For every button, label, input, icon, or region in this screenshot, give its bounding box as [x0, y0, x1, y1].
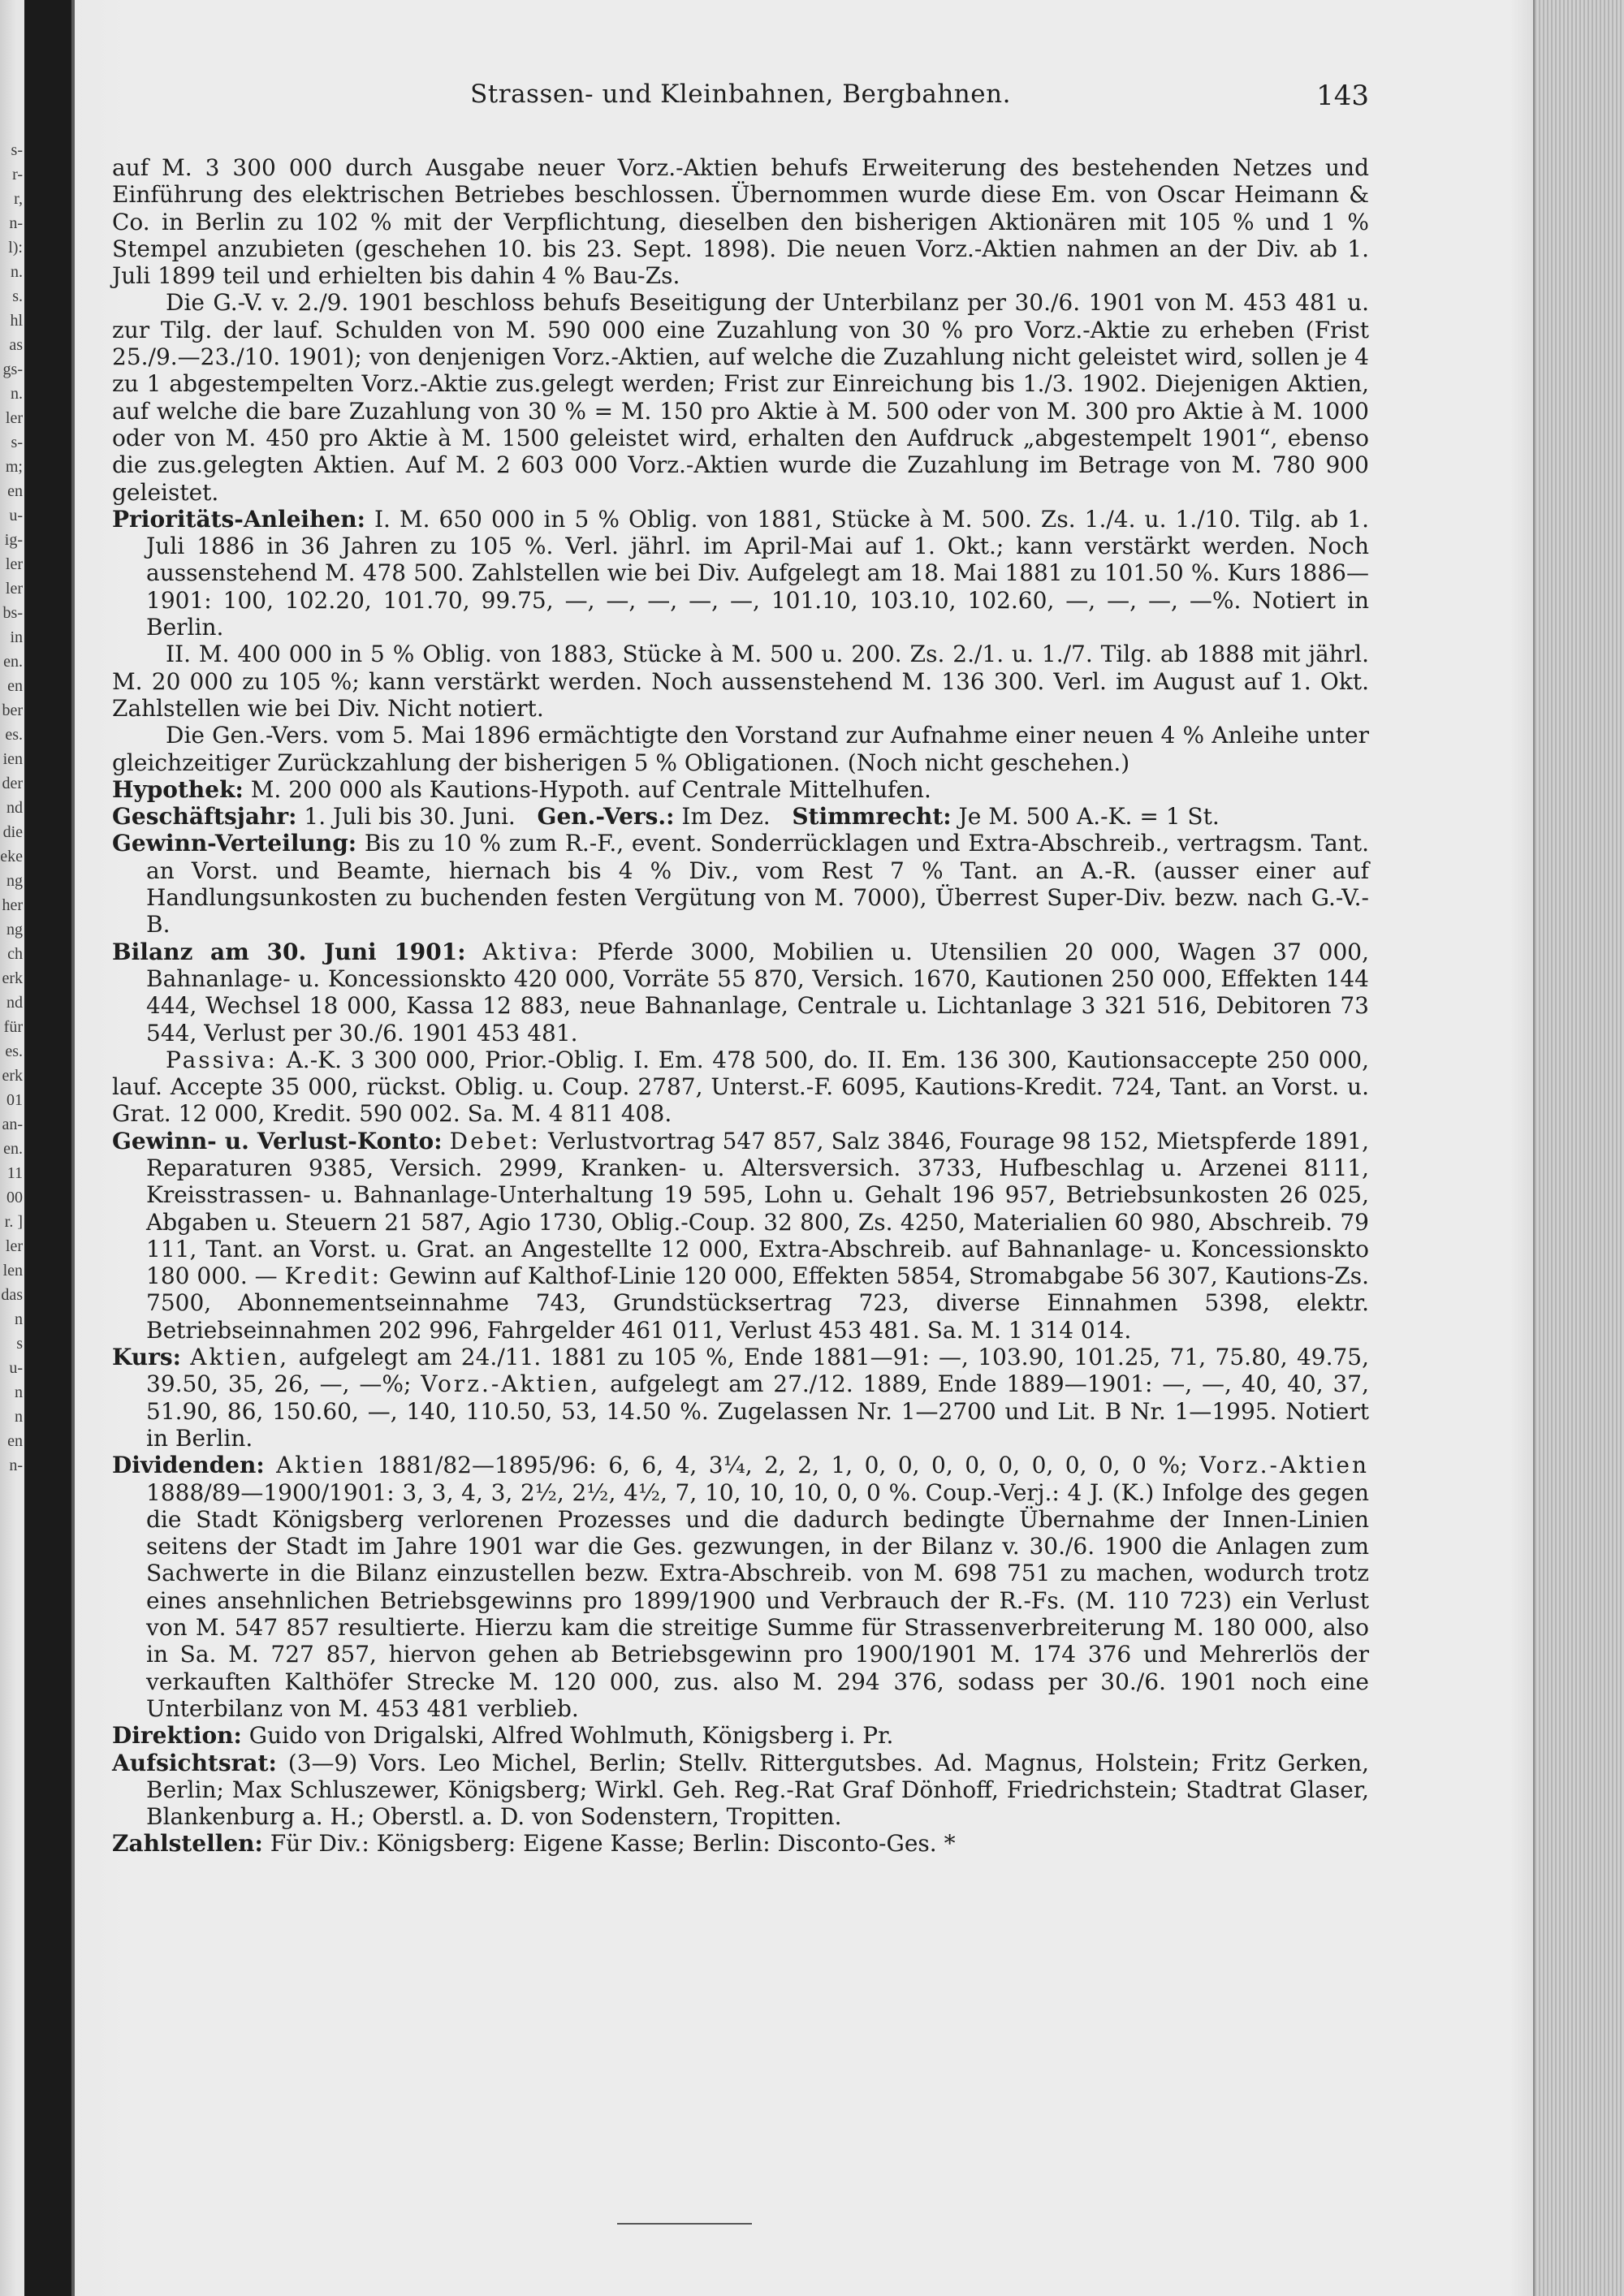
facing-page-bleed: [0, 138, 23, 2087]
bleed-fragment: en: [7, 1432, 23, 1450]
bleed-fragment: len: [2, 1262, 23, 1280]
bleed-fragment: erk: [2, 969, 23, 987]
bleed-fragment: gs-: [2, 360, 23, 378]
general-meeting-text: Im Dez.: [681, 803, 771, 831]
bleed-fragment: erk: [2, 1067, 23, 1085]
bleed-fragment: as: [9, 336, 23, 354]
bleed-fragment: ler: [5, 409, 23, 427]
bleed-fragment: für: [3, 1018, 23, 1036]
bleed-fragment: n-: [9, 214, 23, 232]
paragraph-balance-assets: [112, 939, 1369, 1047]
paragraph-priority-loans: [112, 506, 1369, 641]
page-number: 143: [1316, 80, 1369, 112]
bleed-fragment: in: [10, 628, 23, 646]
bleed-fragment: u-: [9, 1359, 23, 1377]
debit-text: Verlustvortrag 547 857, Salz 3846, Fourage 98 152, Mietspferde 1891, Reparaturen 9385, Versich. 2999, Kranken- u. Altersversich. 3733, Hufbeschlag u. Arzenei 8111, Kreisstrassen- u. Bahnanlage-Unterhaltung 19 595, Lohn u. Gehalt 196 957, Betriebsunkosten 26 025, Abgaben u. Steuern 21 587, Agio 1730, Oblig.-Coup. 32 800, Zs. 4250, Materialien 60 980, Abschreib. 79 111, Tant. an Vorst. u. Grat. an Angestellte 12 000, Extra-Abschreib. auf Bahnanlage- u. Koncessionskto 180 000. —: [146, 1127, 1369, 1290]
bleed-fragment: ler: [5, 1237, 23, 1255]
dividend-preferred-label: Vorz.-Aktien: [1199, 1452, 1369, 1479]
paragraph-profit-loss: [112, 1128, 1369, 1344]
bleed-fragment: 11: [6, 1164, 23, 1182]
priority-loans-label: Prioritäts-Anleihen:: [112, 505, 365, 533]
bleed-fragment: es.: [5, 1042, 23, 1060]
paragraph-share-prices: [112, 1344, 1369, 1452]
voting-right-text: Je M. 500 A.-K. = 1 St.: [958, 803, 1220, 831]
shares-label: Aktien,: [190, 1344, 290, 1371]
running-title: Strassen- und Kleinbahnen, Bergbahnen.: [470, 80, 1011, 109]
business-year-text: 1. Juli bis 30. Juni.: [304, 803, 516, 831]
bleed-fragment: bs-: [2, 604, 23, 622]
bleed-fragment: die: [2, 823, 23, 841]
paragraph-supervisory-board: [112, 1750, 1369, 1831]
bleed-fragment: en.: [3, 653, 23, 671]
paragraph-general-meeting-1901: Die G.-V. v. 2./9. 1901 beschloss behufs Beseitigung der Unterbilanz per 30./6. 1901 von M. 453 481 u. zur Tilg. der lauf. Schulden von M. 590 000 eine Zuzahlung von 30 % pro Vorz.-Aktie zu erheben (Frist 25./9.—23./10. 1901); von denjenigen Vorz.-Aktien, auf welche die Zuzahlung nicht geleistet wird, sollen je 4 zu 1 abgestempelten Vorz.-Aktie zus.gelegt werden; Frist zur Einreichung bis 1./3. 1902. Diejenigen Aktien, auf welche die bare Zuzahlung von 30 % = M. 150 pro Aktie à M. 500 oder von M. 300 pro Aktie à M. 1000 oder von M. 450 pro Aktie à M. 1500 geleistet wird, erhalten den Aufdruck „abgestempelt 1901“, ebenso die zus.gelegten Aktien. Auf M. 2 603 000 Vorz.-Aktien wurde die Zuzahlung im Betrage von M. 780 900 geleistet.: [112, 289, 1369, 506]
bleed-fragment: ng: [6, 872, 23, 890]
bleed-fragment: das: [1, 1286, 23, 1304]
voting-right-label: Stimmrecht:: [792, 803, 952, 831]
bleed-fragment: n.: [11, 385, 23, 403]
bleed-fragment: en.: [3, 1140, 23, 1158]
binding-edge: [71, 0, 75, 2296]
debit-label: Debet:: [449, 1127, 541, 1154]
bleed-fragment: nd: [6, 994, 23, 1012]
directors-text: Guido von Drigalski, Alfred Wohlmuth, Königsberg i. Pr.: [248, 1722, 894, 1750]
bleed-fragment: eke: [0, 848, 23, 865]
paragraph-business-year: [112, 803, 1369, 830]
bleed-fragment: r-: [12, 166, 23, 183]
paragraph-directors: [112, 1722, 1369, 1749]
bleed-fragment: s: [16, 1335, 23, 1353]
liabilities-text: A.-K. 3 300 000, Prior.-Oblig. I. Em. 478 500, do. II. Em. 136 300, Kautionsaccepte 250 000, lauf. Accepte 35 000, rückst. Oblig. u. Coup. 2787, Unterst.-F. 6095, Kautions-Kredit. 724, Tant. an Vorst. u. Grat. 12 000, Kredit. 590 002. Sa. M. 4 811 408.: [112, 1046, 1370, 1128]
paying-agents-label: Zahlstellen:: [112, 1830, 263, 1858]
bleed-fragment: s-: [11, 434, 23, 451]
bleed-fragment: en: [7, 677, 23, 695]
bleed-fragment: ler: [5, 555, 23, 573]
bleed-fragment: es.: [5, 726, 23, 744]
profit-loss-label: Gewinn- u. Verlust-Konto:: [112, 1127, 443, 1154]
mortgage-text: M. 200 000 als Kautions-Hypoth. auf Centrale Mittelhufen.: [250, 775, 931, 803]
directors-label: Direktion:: [112, 1722, 242, 1750]
paragraph-loan-ii: II. M. 400 000 in 5 % Oblig. von 1883, Stücke à M. 500 u. 200. Zs. 2./1. u. 1./7. Tilg. ab 1888 mit jährl. M. 20 000 zu 105 %; kann verstärkt werden. Noch aussenstehend M. 136 300. Verl. im August auf 1. Okt. Zahlstellen wie bei Div. Nicht notiert.: [112, 641, 1369, 722]
paragraph-balance-liabilities: [112, 1047, 1369, 1128]
bleed-fragment: nd: [6, 799, 23, 817]
bleed-fragment: ler: [5, 580, 23, 598]
bleed-fragment: 01: [6, 1091, 23, 1109]
supervisory-board-text: (3—9) Vors. Leo Michel, Berlin; Stellv. Rittergutsbes. Ad. Magnus, Holstein; Fritz Gerken, Berlin; Max Schluszewer, Königsberg; Wirkl. Geh. Reg.-Rat Graf Dönhoff, Friedrichstein; Stadtrat Glaser, Blankenburg a. H.; Oberstl. a. D. von Sodenstern, Tropitten.: [146, 1749, 1370, 1831]
assets-label: Aktiva:: [482, 938, 581, 965]
bleed-fragment: her: [2, 896, 23, 914]
bleed-fragment: n: [15, 1383, 23, 1401]
dividend-shares-text: 1881/82—1895/96: 6, 6, 4, 3¼, 2, 2, 1, 0, 0, 0, 0, 0, 0, 0, 0, 0 %;: [377, 1452, 1188, 1479]
assets-text: Pferde 3000, Mobilien u. Utensilien 20 000, Wagen 37 000, Bahnanlage- u. Koncessionskto 420 000, Vorräte 55 870, Versich. 1670, Kautionen 250 000, Effekten 144 444, Wechsel 18 000, Kassa 12 883, neue Bahnanlage, Centrale u. Lichtanlage 3 321 516, Debitoren 73 544, Verlust per 30./6. 1901 453 481.: [146, 938, 1369, 1047]
bleed-fragment: n-: [9, 1457, 23, 1474]
paragraph-new-loan: Die Gen.-Vers. vom 5. Mai 1896 ermächtigte den Vorstand zur Aufnahme einer neuen 4 % Anleihe unter gleichzeitiger Zurückzahlung der bisherigen 5 % Obligationen. (Noch nicht geschehen.): [112, 722, 1369, 776]
document-body: [112, 154, 1369, 1858]
bleed-fragment: der: [2, 775, 23, 792]
bleed-fragment: hl: [10, 312, 23, 330]
page-header: [112, 80, 1369, 115]
paragraph-dividends: [112, 1452, 1369, 1722]
bleed-fragment: en: [7, 482, 23, 500]
bleed-fragment: n: [15, 1408, 23, 1426]
bleed-fragment: u-: [9, 507, 23, 524]
bleed-fragment: ber: [2, 701, 23, 719]
business-year-label: Geschäftsjahr:: [112, 803, 297, 831]
bleed-fragment: an-: [2, 1116, 23, 1133]
bleed-fragment: n: [15, 1310, 23, 1328]
bleed-fragment: ig-: [4, 531, 23, 549]
preferred-shares-label: Vorz.-Aktien,: [421, 1370, 601, 1398]
liabilities-label: Passiva:: [166, 1046, 278, 1073]
end-rule: [617, 2223, 752, 2225]
bleed-fragment: n.: [11, 263, 23, 281]
bleed-fragment: s-: [11, 141, 23, 159]
profit-distribution-label: Gewinn-Verteilung:: [112, 830, 357, 857]
general-meeting-label: Gen.-Vers.:: [537, 803, 675, 831]
bleed-fragment: r,: [14, 190, 23, 208]
profit-distribution-text: Bis zu 10 % zum R.-F., event. Sonderrücklagen und Extra-Abschreib., vertragsm. Tant. an Vorst. und Beamte, hiernach bis 4 % Div., vom Rest 7 % Tant. an A.-R. (ausser einer auf Handlungsunkosten zu buchenden festen Vergütung von M. 7000), Überrest Super-Div. bezw. nach G.-V.-B.: [146, 830, 1369, 939]
bleed-fragment: r. ]: [4, 1213, 23, 1231]
credit-label: Kredit:: [284, 1262, 382, 1290]
paying-agents-text: Für Div.: Königsberg: Eigene Kasse; Berlin: Disconto-Ges. *: [270, 1830, 956, 1858]
paragraph-mortgage: [112, 776, 1369, 803]
paragraph-capital-increase: auf M. 3 300 000 durch Ausgabe neuer Vorz.-Aktien behufs Erweiterung des bestehenden Netzes und Einführung des elektrischen Betriebes beschlossen. Übernommen wurde diese Em. von Oscar Heimann & Co. in Berlin zu 102 % mit der Verpflichtung, dieselben den bisherigen Aktionären mit 105 % und 1 % Stempel anzubieten (geschehen 10. bis 23. Sept. 1898). Die neuen Vorz.-Aktien nahmen an der Div. ab 1. Juli 1899 teil und erhielten bis dahin 4 % Bau-Zs.: [112, 154, 1369, 290]
paragraph-profit-distribution: [112, 830, 1369, 938]
dividend-shares-label: Aktien: [276, 1452, 366, 1479]
page-stack-edge: [1535, 0, 1624, 2296]
balance-label: Bilanz am 30. Juni 1901:: [112, 938, 466, 965]
mortgage-label: Hypothek:: [112, 775, 244, 803]
share-prices-label: Kurs:: [112, 1344, 181, 1371]
credit-text: Gewinn auf Kalthof-Linie 120 000, Effekten 5854, Stromabgabe 56 307, Kautions-Zs. 7500, Abonnementseinnahme 743, Grundstücksertrag 723, diverse Einnahmen 5398, elektr. Betriebseinnahmen 202 996, Fahrgelder 461 011, Verlust 453 481. Sa. M. 1 314 014.: [146, 1262, 1370, 1344]
bleed-fragment: m;: [5, 458, 23, 476]
priority-loans-text: I. M. 650 000 in 5 % Oblig. von 1881, Stücke à M. 500. Zs. 1./4. u. 1./10. Tilg. ab 1. Juli 1886 in 36 Jahren zu 105 %. Verl. jährl. im April-Mai auf 1. Okt.; kann verstärkt werden. Noch aussenstehend M. 478 500. Zahlstellen wie bei Div. Aufgelegt am 18. Mai 1881 zu 101.50 %. Kurs 1886—1901: 100, 102.20, 101.70, 99.75, —, —, —, —, —, 101.10, 103.10, 102.60, —, —, —, —%. Notiert in Berlin.: [146, 505, 1369, 641]
preferred-shares-price-text: aufgelegt am 27./12. 1889, Ende 1889—1901: —, —, 40, 40, 37, 51.90, 86, 150.60, —, 140, 110.50, 53, 14.50 %. Zugelassen Nr. 1—2700 und Lit. B Nr. 1—1995. Notiert in Berlin.: [146, 1370, 1369, 1452]
bleed-fragment: l):: [8, 239, 23, 257]
bleed-fragment: 00: [6, 1189, 23, 1206]
supervisory-board-label: Aufsichtsrat:: [112, 1749, 277, 1776]
dividend-preferred-text: 1888/89—1900/1901: 3, 3, 4, 3, 2½, 2½, 4½, 7, 10, 10, 10, 0, 0 %. Coup.-Verj.: 4 J. (K.) Infolge des gegen die Stadt Königsberg verlorenen Prozesses und die dadurch bedingte Übernahme der Innen-Linien seitens der Stadt im Jahre 1901 war die Ges. gezwungen, in der Bilanz v. 30./6. 1900 die Anlagen zum Sachwerte in die Bilanz einzustellen bezw. Extra-Abschreib. von M. 698 751 zu machen, wodurch trotz eines ansehnlichen Betriebsgewinns pro 1899/1900 und Verbrauch der R.-Fs. (M. 110 723) ein Verlust von M. 547 857 resultierte. Hierzu kam die streitige Summe für Strassenverbreiterung M. 180 000, also in Sa. M. 727 857, hiervon gehen ab Betriebsgewinn pro 1900/1901 M. 174 376 und Mehrerlös der verkauften Kalthöfer Strecke M. 120 000, zus. also M. 294 376, sodass per 30./6. 1901 noch eine Unterbilanz von M. 453 481 verblieb.: [146, 1478, 1369, 1722]
paragraph-paying-agents: [112, 1830, 1369, 1857]
bleed-fragment: ng: [6, 921, 23, 939]
bleed-fragment: ch: [7, 945, 23, 963]
book-binding-shadow: [24, 0, 71, 2296]
dividends-label: Dividenden:: [112, 1452, 265, 1479]
bleed-fragment: s.: [12, 287, 23, 305]
shares-price-text: aufgelegt am 24./11. 1881 zu 105 %, Ende 1881—91: —, 103.90, 101.25, 71, 75.80, 49.75, 39.50, 35, 26, —, —%;: [146, 1344, 1370, 1398]
bleed-fragment: ien: [2, 750, 23, 768]
